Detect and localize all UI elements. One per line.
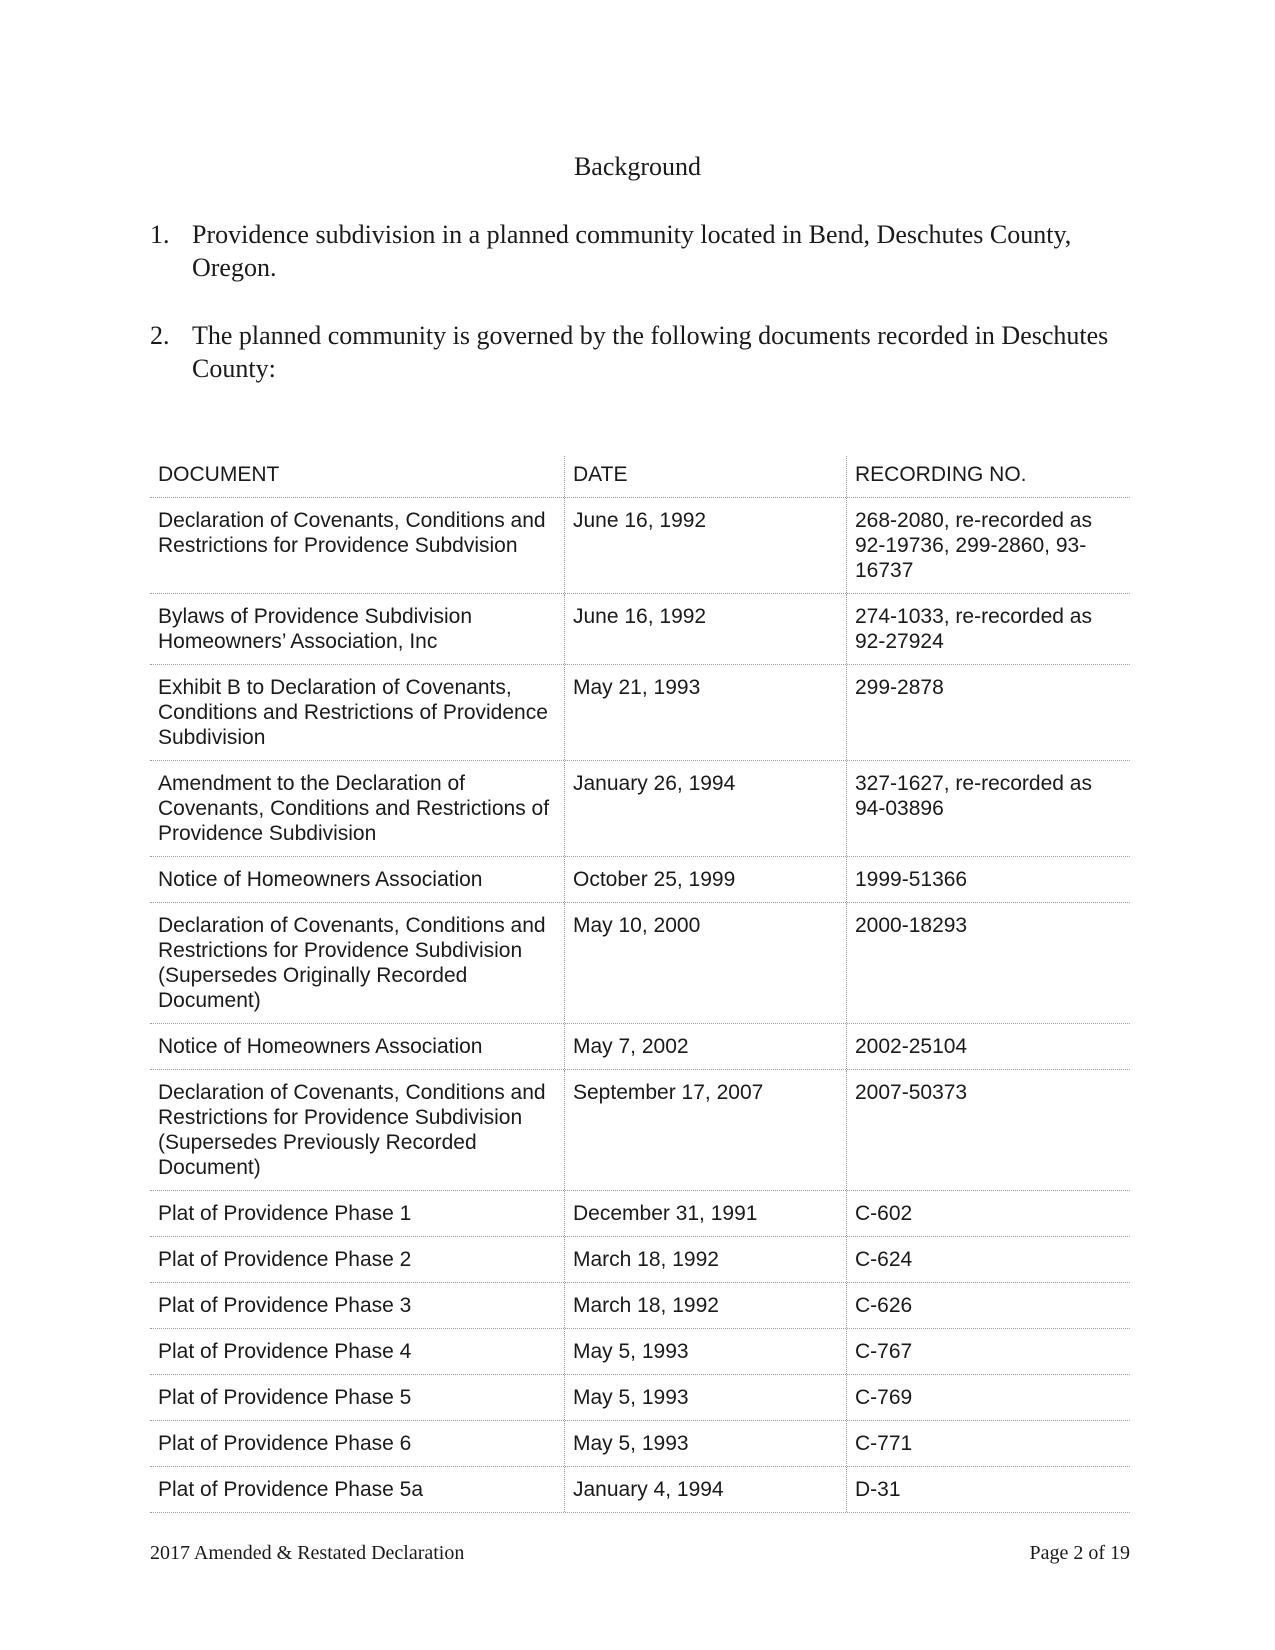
paragraph-text: The planned community is governed by the following documents recorded in Deschutes County: (192, 321, 1109, 383)
table-row (150, 1237, 1130, 1283)
recording-no-cell: C-771 (846, 1421, 1130, 1466)
table-row (150, 761, 1130, 857)
header-recording-no: RECORDING NO. (846, 456, 1130, 497)
header-document: DOCUMENT (158, 463, 280, 486)
recording-no-cell: 299-2878 (846, 665, 1130, 760)
document-cell: Bylaws of Providence Subdivision Homeowners’ Association, Inc (158, 605, 472, 653)
date-cell: September 17, 2007 (564, 1070, 846, 1190)
table-row (150, 665, 1130, 761)
recording-no-cell: C-602 (846, 1191, 1130, 1236)
document-cell: Plat of Providence Phase 4 (158, 1340, 412, 1363)
documents-table (150, 456, 1130, 1513)
document-cell: Notice of Homeowners Association (158, 868, 483, 891)
footer-page-number: Page 2 of 19 (1029, 1542, 1130, 1564)
document-cell: Plat of Providence Phase 5 (158, 1386, 412, 1409)
table-row (150, 1329, 1130, 1375)
recording-no-cell: 327-1627, re-recorded as 94-03896 (846, 761, 1130, 856)
table-row (150, 1467, 1130, 1513)
recording-no-cell: 2007-50373 (846, 1070, 1130, 1190)
date-cell: March 18, 1992 (564, 1283, 846, 1328)
date-cell: January 4, 1994 (564, 1467, 846, 1512)
table-row (150, 498, 1130, 594)
table-row (150, 1421, 1130, 1467)
table-row (150, 594, 1130, 665)
date-cell: January 26, 1994 (564, 761, 846, 856)
date-cell: June 16, 1992 (564, 498, 846, 593)
date-cell: May 7, 2002 (564, 1024, 846, 1069)
date-cell: May 5, 1993 (564, 1329, 846, 1374)
document-cell: Plat of Providence Phase 2 (158, 1248, 412, 1271)
paragraph-1 (150, 218, 1130, 284)
document-cell: Plat of Providence Phase 1 (158, 1202, 412, 1225)
recording-no-cell: 268-2080, re-recorded as 92-19736, 299-2860, 93-16737 (846, 498, 1130, 593)
table-header-row (150, 456, 1130, 498)
document-cell: Plat of Providence Phase 6 (158, 1432, 412, 1455)
recording-no-cell: 2000-18293 (846, 903, 1130, 1023)
footer-document-title: 2017 Amended & Restated Declaration (150, 1542, 465, 1564)
table-row (150, 1070, 1130, 1191)
date-cell: October 25, 1999 (564, 857, 846, 902)
recording-no-cell: C-769 (846, 1375, 1130, 1420)
document-cell: Plat of Providence Phase 5a (158, 1478, 424, 1501)
paragraph-number: 2. (150, 321, 170, 350)
document-cell: Exhibit B to Declaration of Covenants, Conditions and Restrictions of Providence Subdivision (158, 676, 548, 749)
page-title: Background (573, 152, 702, 181)
recording-no-cell: 1999-51366 (846, 857, 1130, 902)
recording-no-cell: C-626 (846, 1283, 1130, 1328)
paragraph-number: 1. (150, 220, 170, 249)
date-cell: May 5, 1993 (564, 1421, 846, 1466)
table-row (150, 1024, 1130, 1070)
table-row (150, 1283, 1130, 1329)
document-cell: Plat of Providence Phase 3 (158, 1294, 412, 1317)
table-row (150, 1375, 1130, 1421)
date-cell: May 10, 2000 (564, 903, 846, 1023)
paragraph-text: Providence subdivision in a planned community located in Bend, Deschutes County, Oregon. (192, 220, 1072, 282)
document-cell: Amendment to the Declaration of Covenants, Conditions and Restrictions of Providence Subdivision (158, 772, 550, 845)
header-date: DATE (564, 456, 846, 497)
document-cell: Notice of Homeowners Association (158, 1035, 483, 1058)
document-cell: Declaration of Covenants, Conditions and Restrictions for Providence Subdivision (Supersedes Previously Recorded Document) (158, 1081, 546, 1179)
recording-no-cell: C-767 (846, 1329, 1130, 1374)
recording-no-cell: 2002-25104 (846, 1024, 1130, 1069)
date-cell: May 5, 1993 (564, 1375, 846, 1420)
table-row (150, 857, 1130, 903)
date-cell: June 16, 1992 (564, 594, 846, 664)
table-body (150, 498, 1130, 1513)
recording-no-cell: C-624 (846, 1237, 1130, 1282)
table-row (150, 903, 1130, 1024)
date-cell: March 18, 1992 (564, 1237, 846, 1282)
document-cell: Declaration of Covenants, Conditions and Restrictions for Providence Subdvision (158, 509, 546, 557)
date-cell: December 31, 1991 (564, 1191, 846, 1236)
paragraph-2 (150, 319, 1130, 385)
recording-no-cell: D-31 (846, 1467, 1130, 1512)
recording-no-cell: 274-1033, re-recorded as 92-27924 (846, 594, 1130, 664)
table-row (150, 1191, 1130, 1237)
document-cell: Declaration of Covenants, Conditions and Restrictions for Providence Subdivision (Supersedes Originally Recorded Document) (158, 914, 546, 1012)
date-cell: May 21, 1993 (564, 665, 846, 760)
